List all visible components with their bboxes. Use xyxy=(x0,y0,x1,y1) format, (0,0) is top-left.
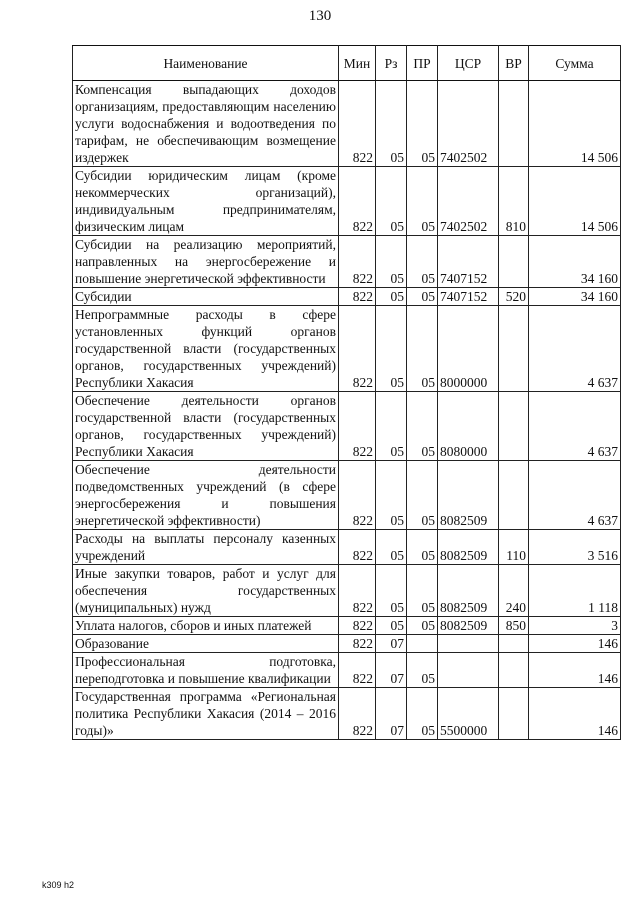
row-vr xyxy=(499,461,529,530)
row-rz: 05 xyxy=(376,530,407,565)
row-pr: 05 xyxy=(407,236,438,288)
row-name: Профессиональная подготовка, переподготовка и повышение квалификации xyxy=(73,653,339,688)
table-body xyxy=(73,81,621,740)
table-row xyxy=(73,461,621,530)
table-row xyxy=(73,635,621,653)
row-min: 822 xyxy=(339,461,376,530)
row-rz: 05 xyxy=(376,617,407,635)
row-vr: 810 xyxy=(499,167,529,236)
header-pr: ПР xyxy=(407,46,438,81)
row-min: 822 xyxy=(339,392,376,461)
row-csr: 8082509 xyxy=(438,565,499,617)
row-vr xyxy=(499,236,529,288)
table-row xyxy=(73,688,621,740)
row-min: 822 xyxy=(339,635,376,653)
row-rz: 05 xyxy=(376,565,407,617)
header-csr: ЦСР xyxy=(438,46,499,81)
row-name: Иные закупки товаров, работ и услуг для обеспечения государственных (муниципальных) нужд xyxy=(73,565,339,617)
row-sum: 146 xyxy=(529,653,621,688)
row-sum: 34 160 xyxy=(529,288,621,306)
row-pr xyxy=(407,635,438,653)
row-sum: 146 xyxy=(529,635,621,653)
row-min: 822 xyxy=(339,236,376,288)
row-csr: 7407152 xyxy=(438,236,499,288)
row-rz: 05 xyxy=(376,306,407,392)
table-row xyxy=(73,617,621,635)
header-rz: Рз xyxy=(376,46,407,81)
row-rz: 05 xyxy=(376,81,407,167)
row-sum: 4 637 xyxy=(529,392,621,461)
table-row xyxy=(73,167,621,236)
budget-table xyxy=(72,45,621,740)
row-vr xyxy=(499,635,529,653)
row-sum: 1 118 xyxy=(529,565,621,617)
row-csr: 8080000 xyxy=(438,392,499,461)
table-row xyxy=(73,392,621,461)
row-sum: 4 637 xyxy=(529,461,621,530)
row-vr xyxy=(499,392,529,461)
page-number: 130 xyxy=(308,8,332,24)
row-name: Расходы на выплаты персоналу казенных учреждений xyxy=(73,530,339,565)
row-min: 822 xyxy=(339,167,376,236)
row-name: Образование xyxy=(73,635,339,653)
row-min: 822 xyxy=(339,617,376,635)
row-name: Субсидии xyxy=(73,288,339,306)
table-row xyxy=(73,530,621,565)
row-sum: 34 160 xyxy=(529,236,621,288)
header-row xyxy=(73,46,621,81)
header-min: Мин xyxy=(339,46,376,81)
row-pr: 05 xyxy=(407,530,438,565)
row-rz: 05 xyxy=(376,167,407,236)
row-vr: 520 xyxy=(499,288,529,306)
row-csr: 8082509 xyxy=(438,617,499,635)
row-min: 822 xyxy=(339,688,376,740)
header-vr: ВР xyxy=(499,46,529,81)
row-sum: 146 xyxy=(529,688,621,740)
row-pr: 05 xyxy=(407,81,438,167)
row-name: Субсидии на реализацию мероприятий, направленных на энергосбережение и повышение энергетической эффективности xyxy=(73,236,339,288)
row-min: 822 xyxy=(339,288,376,306)
table-row xyxy=(73,306,621,392)
header-name: Наименование xyxy=(73,46,339,81)
row-csr: 7402502 xyxy=(438,167,499,236)
row-rz: 05 xyxy=(376,236,407,288)
row-pr: 05 xyxy=(407,392,438,461)
footer-code: k309 h2 xyxy=(42,880,75,890)
row-name: Обеспечение деятельности подведомственных учреждений (в сфере энергосбережения и повышения энергетической эффективности) xyxy=(73,461,339,530)
row-vr: 240 xyxy=(499,565,529,617)
row-pr: 05 xyxy=(407,653,438,688)
row-vr: 850 xyxy=(499,617,529,635)
row-vr xyxy=(499,81,529,167)
row-rz: 07 xyxy=(376,653,407,688)
row-pr: 05 xyxy=(407,167,438,236)
row-vr: 110 xyxy=(499,530,529,565)
row-pr: 05 xyxy=(407,617,438,635)
row-min: 822 xyxy=(339,653,376,688)
table-row xyxy=(73,565,621,617)
header-sum: Сумма xyxy=(529,46,621,81)
row-name: Непрограммные расходы в сфере установленных функций органов государственной власти (государственных органов, государственных учреждений) Республики Хакасия xyxy=(73,306,339,392)
row-vr xyxy=(499,688,529,740)
row-csr: 8082509 xyxy=(438,461,499,530)
row-csr: 5500000 xyxy=(438,688,499,740)
table-row xyxy=(73,81,621,167)
row-name: Обеспечение деятельности органов государственной власти (государственных органов, государственных учреждений) Республики Хакасия xyxy=(73,392,339,461)
row-name: Субсидии юридическим лицам (кроме некоммерческих организаций), индивидуальным предпринимателям, физическим лицам xyxy=(73,167,339,236)
row-rz: 05 xyxy=(376,461,407,530)
row-name: Компенсация выпадающих доходов организациям, предоставляющим населению услуги водоснабжения и водоотведения по тарифам, не обеспечивающим возмещение издержек xyxy=(73,81,339,167)
row-pr: 05 xyxy=(407,565,438,617)
row-csr xyxy=(438,635,499,653)
row-sum: 3 xyxy=(529,617,621,635)
row-min: 822 xyxy=(339,81,376,167)
table-row xyxy=(73,653,621,688)
row-min: 822 xyxy=(339,565,376,617)
row-sum: 4 637 xyxy=(529,306,621,392)
row-vr xyxy=(499,653,529,688)
row-min: 822 xyxy=(339,306,376,392)
row-pr: 05 xyxy=(407,688,438,740)
row-pr: 05 xyxy=(407,306,438,392)
row-csr: 7407152 xyxy=(438,288,499,306)
row-pr: 05 xyxy=(407,288,438,306)
row-rz: 05 xyxy=(376,288,407,306)
row-rz: 07 xyxy=(376,688,407,740)
row-rz: 07 xyxy=(376,635,407,653)
row-min: 822 xyxy=(339,530,376,565)
row-sum: 14 506 xyxy=(529,167,621,236)
row-csr xyxy=(438,653,499,688)
row-sum: 14 506 xyxy=(529,81,621,167)
row-sum: 3 516 xyxy=(529,530,621,565)
row-pr: 05 xyxy=(407,461,438,530)
row-name: Уплата налогов, сборов и иных платежей xyxy=(73,617,339,635)
row-csr: 8000000 xyxy=(438,306,499,392)
row-csr: 8082509 xyxy=(438,530,499,565)
table-row xyxy=(73,236,621,288)
table-row xyxy=(73,288,621,306)
row-rz: 05 xyxy=(376,392,407,461)
row-name: Государственная программа «Региональная политика Республики Хакасия (2014 – 2016 годы)» xyxy=(73,688,339,740)
row-csr: 7402502 xyxy=(438,81,499,167)
row-vr xyxy=(499,306,529,392)
